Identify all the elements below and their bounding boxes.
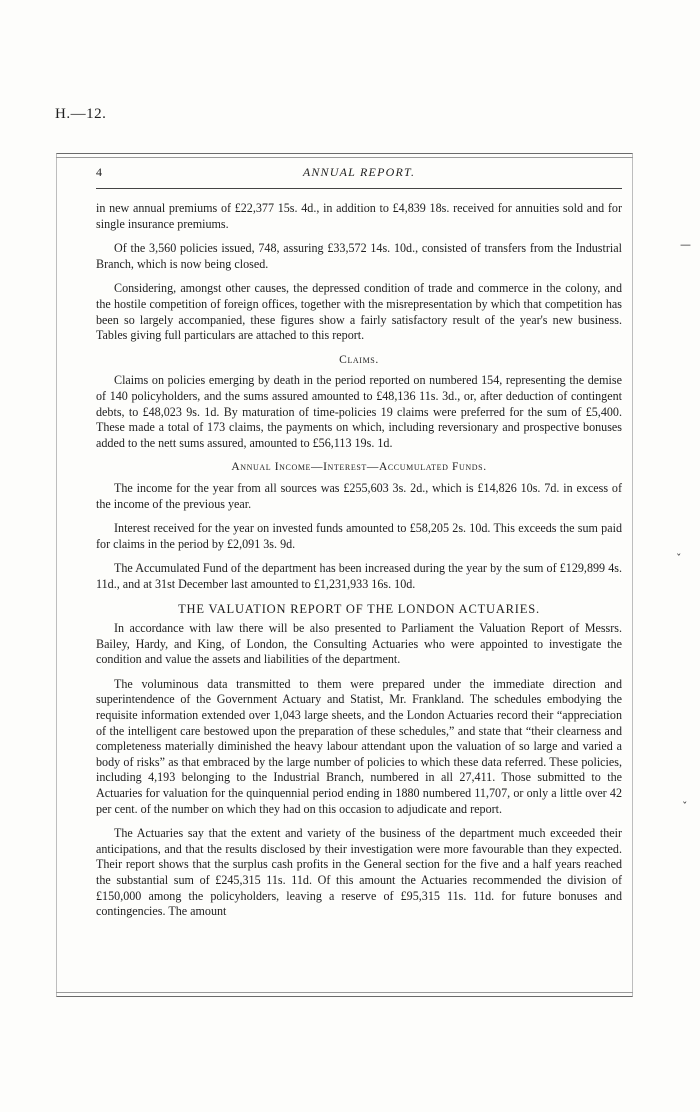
page-number: 4 bbox=[96, 165, 102, 179]
paragraph-claims: Claims on policies emerging by death in the period reported on numbered 154, representing the demise of 140 policyholders, and the sums assured amounted to £48,136 11s. 3d., or, after deduction of contingent debts, to £48,023 9s. 1d. By maturation of time-policies 19 claims were preferred for the sum of £5,400. These made a total of 173 claims, the payments on which, including reversionary and prospective bonuses added to the nett sums assured, amounted to £56,113 19s. 1d. bbox=[96, 373, 622, 450]
margin-check-mark: ˇ bbox=[676, 552, 682, 565]
paragraph-voluminous-data: The voluminous data transmitted to them were prepared under the immediate direction and superintendence of the Government Actuary and Statist, Mr. Frankland. The schedules embodying the requisite information extended over 1,043 large sheets, and the London Actuaries record their “appreciation of the intelligent care bestowed upon the preparation of these schedules,” and state that “their clearness and completeness materially diminished the heavy labour attendant upon the valuation of so large and varied a body of risks” as that embraced by the large number of policies to which these data referred. These policies, including 4,193 belonging to the Industrial Branch, numbered in all 27,411. Those submitted to the Actuaries for valuation for the quinquennial period ending in 1880 numbered 11,707, or only a little over 42 per cent. of the number on which they had on this occasion to adjudicate and report. bbox=[96, 676, 622, 816]
paragraph-accumulated-fund: The Accumulated Fund of the department has been increased during the year by the sum of £129,899 4s. 11d., and at 31st December last amounted to £1,231,933 16s. 10d. bbox=[96, 561, 622, 591]
frame-inner-bottom-rule bbox=[56, 992, 633, 993]
paragraph-interest: Interest received for the year on invested funds amounted to £58,205 2s. 10d. This exceeds the sum paid for claims in the period by £2,091 3s. 9d. bbox=[96, 521, 622, 551]
valuation-heading: THE VALUATION REPORT OF THE LONDON ACTUARIES. bbox=[178, 602, 540, 617]
paragraph-considering: Considering, amongst other causes, the depressed condition of trade and commerce in the colony, and the hostile competition of foreign offices, together with the misrepresentation by which that competition has been so largely accompanied, these figures show a fairly satisfactory result of the year's new business. Tables giving full particulars are attached to this report. bbox=[96, 281, 622, 343]
paragraph-actuaries-say: The Actuaries say that the extent and variety of the business of the department much exceeded their anticipations, and that the results disclosed by their investigation were more favourable than they expected. Their report shows that the surplus cash profits in the General section for the five and a half years reached the substantial sum of £245,315 11s. 11d. Of this amount the Actuaries recommended the division of £150,000 among the policyholders, leaving a reserve of £95,315 11s. 11d. for future bonuses and contingencies. The amount bbox=[96, 826, 622, 919]
document-code: H.—12. bbox=[55, 106, 107, 122]
header-rule bbox=[96, 188, 622, 189]
paragraph-new-premiums: in new annual premiums of £22,377 15s. 4d., in addition to £4,839 18s. received for annuities sold and for single insurance premiums. bbox=[96, 201, 622, 231]
claims-heading: Claims. bbox=[339, 353, 379, 366]
running-title: ANNUAL REPORT. bbox=[302, 165, 416, 179]
paragraph-policies-issued: Of the 3,560 policies issued, 748, assuring £33,572 14s. 10d., consisted of transfers from the Industrial Branch, which is now being closed. bbox=[96, 241, 622, 271]
page-header bbox=[96, 165, 622, 185]
frame-inner-top-rule bbox=[56, 157, 633, 158]
margin-check-mark-2: ˇ bbox=[682, 800, 688, 813]
margin-dash-mark: — bbox=[680, 238, 691, 251]
paragraph-valuation-law: In accordance with law there will be also presented to Parliament the Valuation Report of Messrs. Bailey, Hardy, and King, of London, the Consulting Actuaries who were appointed to investigate the condition and value the assets and liabilities of the department. bbox=[96, 621, 622, 667]
paragraph-income: The income for the year from all sources was £255,603 3s. 2d., which is £14,826 10s. 7d. in excess of the income of the previous year. bbox=[96, 480, 622, 511]
report-body bbox=[96, 201, 622, 929]
income-heading: Annual Income—Interest—Accumulated Funds. bbox=[231, 461, 487, 474]
